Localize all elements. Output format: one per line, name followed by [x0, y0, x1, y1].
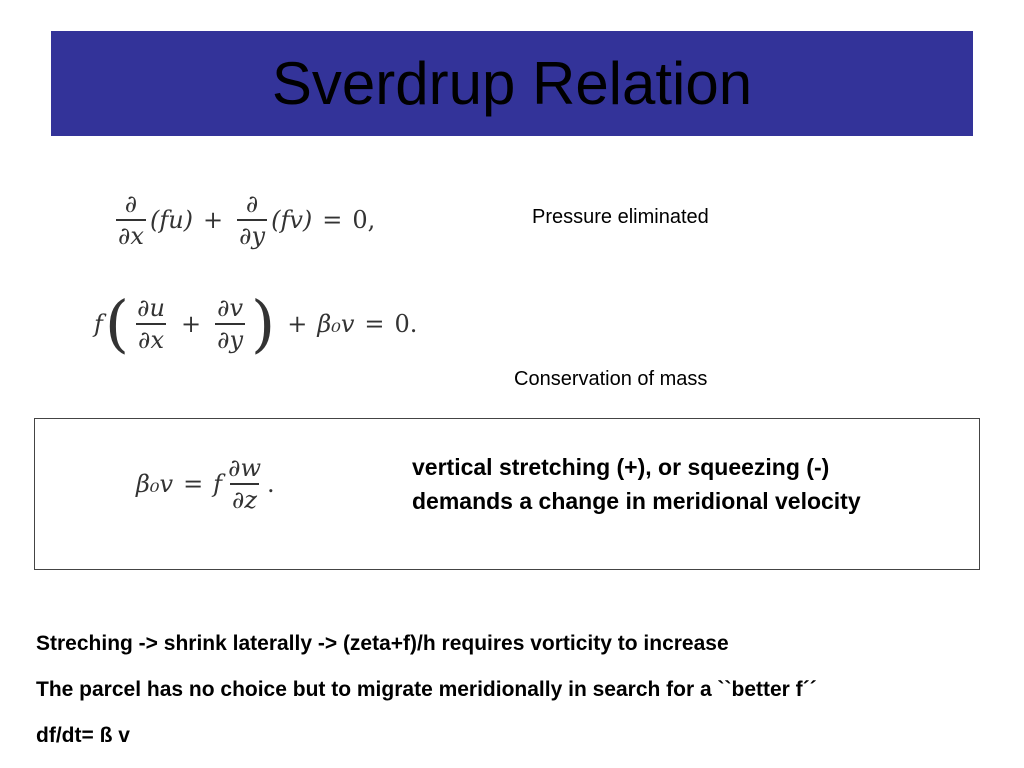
fraction-d-dy: [237, 192, 267, 248]
bottom-line-2: The parcel has no choice but to migrate meridionally in search for a ``better f´´: [36, 678, 817, 701]
bottom-line-3: df/dt= ß v: [36, 724, 130, 747]
numerator: ∂: [245, 190, 259, 218]
equals-sign: =: [364, 310, 385, 338]
fraction-du-dx: [135, 296, 167, 352]
box-text-line-2: demands a change in meridional velocity: [412, 488, 861, 514]
fraction-dw-dz: [226, 456, 263, 512]
period: .: [267, 470, 275, 498]
numerator: ∂w: [228, 454, 262, 482]
denominator: ∂y: [237, 219, 267, 248]
term-fv: (fv): [271, 206, 313, 234]
beta-v-term: β₀v: [317, 310, 355, 338]
title-bar: [51, 31, 973, 136]
box-text-line-1: vertical stretching (+), or squeezing (-): [412, 454, 830, 480]
left-paren: (: [104, 287, 130, 360]
rhs-zero: 0.: [394, 310, 418, 338]
slide-title: Sverdrup Relation: [271, 50, 753, 117]
numerator: ∂: [124, 190, 138, 218]
fraction-d-dx: [116, 192, 146, 248]
plus-sign: +: [180, 310, 202, 338]
pressure-eliminated-label: Pressure eliminated: [532, 206, 709, 228]
box-explanation: [412, 450, 861, 518]
fraction-dv-dy: [215, 296, 245, 352]
term-fu: (fu): [149, 206, 194, 234]
numerator: ∂u: [137, 294, 165, 322]
right-paren: ): [251, 287, 276, 360]
denominator: ∂x: [136, 323, 166, 352]
plus-sign: +: [203, 206, 224, 234]
equals-sign: =: [183, 470, 204, 498]
denominator: ∂z: [230, 483, 259, 512]
rhs-zero: 0,: [352, 206, 376, 234]
equation-sverdrup: [136, 456, 275, 512]
equation-vorticity: [94, 287, 418, 360]
denominator: ∂x: [116, 219, 146, 248]
bottom-line-1: Streching -> shrink laterally -> (zeta+f)/h requires vorticity to increase: [36, 632, 729, 655]
equals-sign: =: [322, 206, 343, 234]
beta-v-term: β₀v: [136, 470, 174, 498]
equation-continuity-pressure: [112, 192, 375, 248]
denominator: ∂y: [215, 323, 245, 352]
plus-sign: +: [287, 310, 308, 338]
coefficient-f: f: [94, 310, 103, 338]
numerator: ∂v: [217, 294, 244, 322]
coefficient-f: f: [213, 470, 223, 498]
conservation-of-mass-label: Conservation of mass: [514, 368, 708, 390]
